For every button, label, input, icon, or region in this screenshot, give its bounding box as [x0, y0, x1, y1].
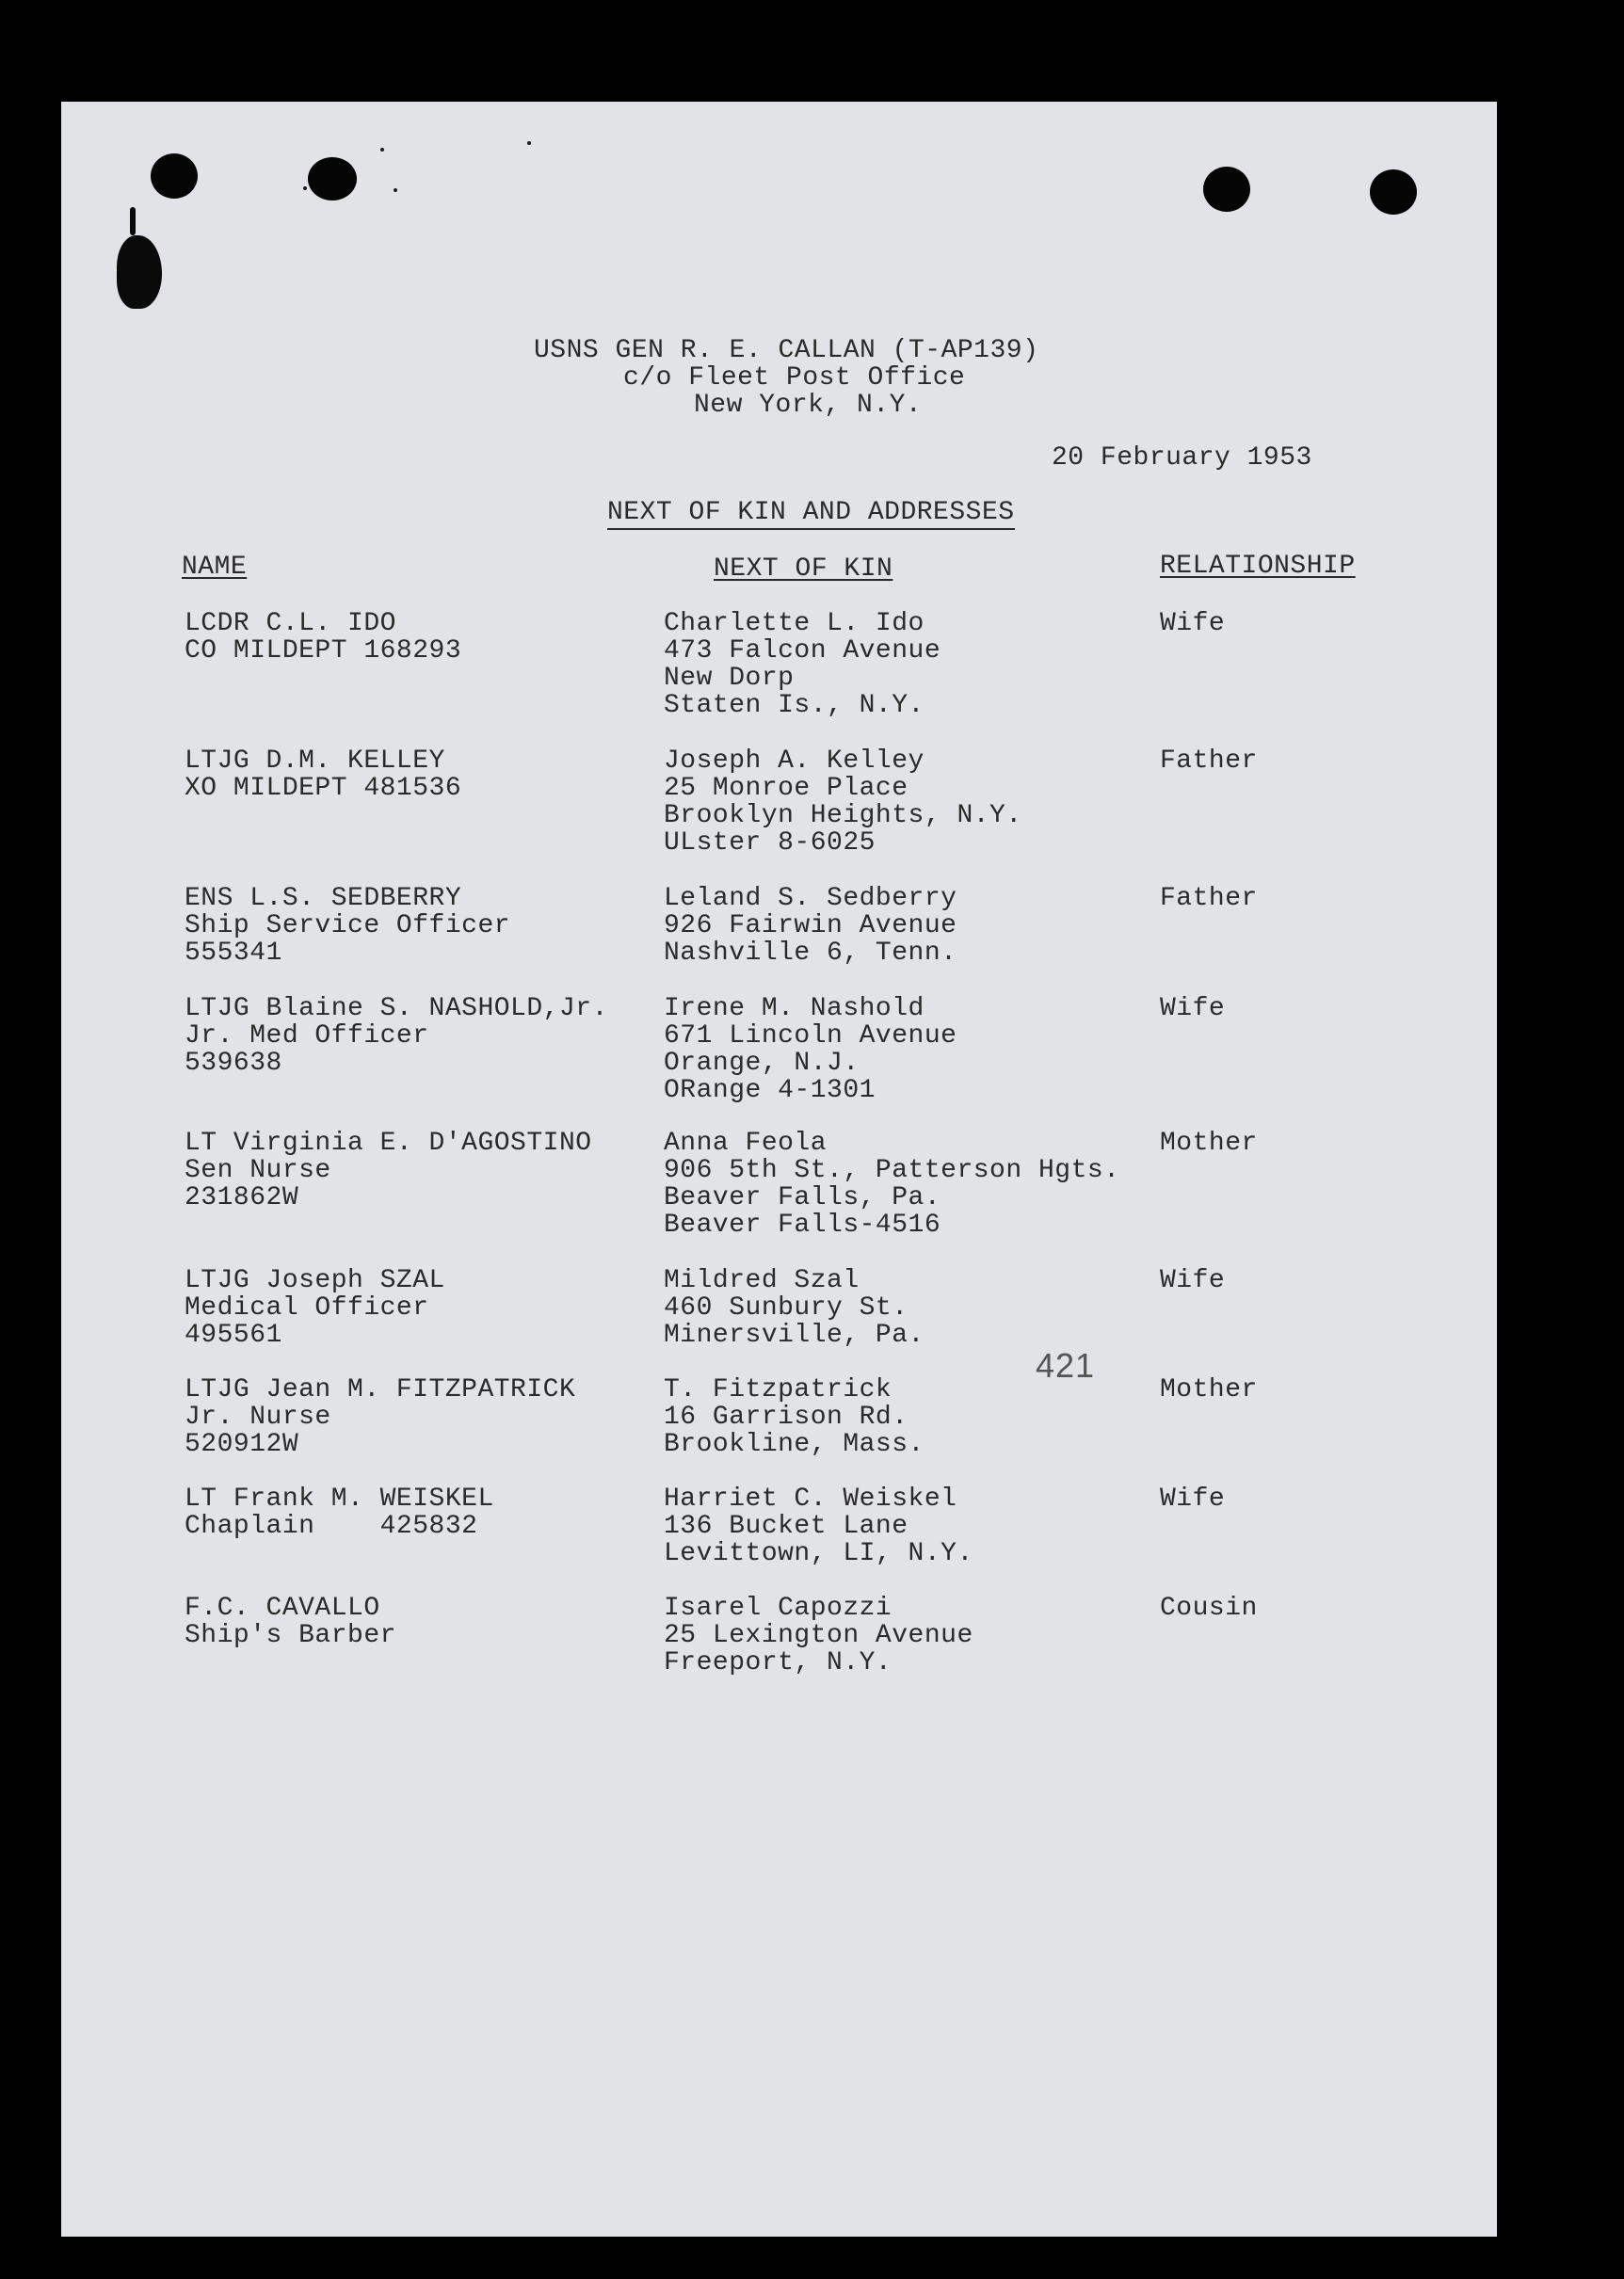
punch-hole-4	[1370, 169, 1417, 215]
city-line: New York, N.Y.	[694, 391, 923, 420]
next-of-kin-address: Nashville 6, Tenn.	[664, 939, 957, 968]
next-of-kin-name: T. Fitzpatrick	[664, 1375, 892, 1404]
crew-member-detail: 555341	[185, 939, 282, 968]
crew-member-detail: 495561	[185, 1321, 282, 1350]
relationship: Father	[1160, 884, 1258, 913]
relationship: Father	[1160, 746, 1258, 776]
crew-member-name: ENS L.S. SEDBERRY	[185, 884, 462, 913]
relationship: Wife	[1160, 994, 1226, 1023]
next-of-kin-address: Freeport, N.Y.	[664, 1648, 892, 1677]
page-stamp: 421	[1036, 1346, 1096, 1385]
crew-member-detail: 231862W	[185, 1183, 299, 1212]
next-of-kin-address: 926 Fairwin Avenue	[664, 911, 957, 940]
crew-member-name: LTJG Blaine S. NASHOLD,Jr.	[185, 994, 608, 1023]
next-of-kin-address: 473 Falcon Avenue	[664, 636, 941, 666]
crew-member-name: LTJG Jean M. FITZPATRICK	[185, 1375, 576, 1404]
crew-member-detail: XO MILDEPT 481536	[185, 774, 462, 803]
crew-member-detail: Ship Service Officer	[185, 911, 511, 940]
next-of-kin-address: ORange 4-1301	[664, 1076, 876, 1105]
next-of-kin-address: Beaver Falls-4516	[664, 1211, 941, 1240]
next-of-kin-address: Beaver Falls, Pa.	[664, 1183, 941, 1212]
next-of-kin-address: 16 Garrison Rd.	[664, 1403, 908, 1432]
crew-member-detail: Ship's Barber	[185, 1621, 396, 1650]
next-of-kin-address: Staten Is., N.Y.	[664, 691, 925, 720]
next-of-kin-address: Brooklyn Heights, N.Y.	[664, 801, 1022, 830]
next-of-kin-name: Leland S. Sedberry	[664, 884, 957, 913]
document-date: 20 February 1953	[1052, 443, 1312, 473]
next-of-kin-address: New Dorp	[664, 664, 795, 693]
next-of-kin-address: ULster 8-6025	[664, 828, 876, 858]
next-of-kin-address: 136 Bucket Lane	[664, 1512, 908, 1541]
next-of-kin-address: 671 Lincoln Avenue	[664, 1021, 957, 1051]
crew-member-name: LTJG Joseph SZAL	[185, 1266, 445, 1295]
next-of-kin-name: Joseph A. Kelley	[664, 746, 925, 776]
next-of-kin-name: Isarel Capozzi	[664, 1594, 892, 1623]
relationship: Wife	[1160, 1485, 1226, 1514]
post-office: c/o Fleet Post Office	[623, 363, 966, 393]
next-of-kin-name: Harriet C. Weiskel	[664, 1485, 957, 1514]
crew-member-name: LCDR C.L. IDO	[185, 609, 396, 638]
ink-blot-drip	[130, 207, 136, 235]
next-of-kin-address: 460 Sunbury St.	[664, 1293, 908, 1323]
crew-member-detail: 520912W	[185, 1430, 299, 1459]
next-of-kin-address: 25 Lexington Avenue	[664, 1621, 973, 1650]
crew-member-name: LT Frank M. WEISKEL	[185, 1485, 494, 1514]
crew-member-name: F.C. CAVALLO	[185, 1594, 380, 1623]
crew-member-detail: CO MILDEPT 168293	[185, 636, 462, 666]
crew-member-detail: Sen Nurse	[185, 1156, 331, 1185]
fleck	[380, 148, 384, 152]
next-of-kin-address: Orange, N.J.	[664, 1049, 860, 1078]
relationship: Wife	[1160, 1266, 1226, 1295]
crew-member-detail: Jr. Med Officer	[185, 1021, 429, 1051]
next-of-kin-address: Brookline, Mass.	[664, 1430, 925, 1459]
crew-member-name: LTJG D.M. KELLEY	[185, 746, 445, 776]
crew-member-detail: Chaplain 425832	[185, 1512, 478, 1541]
crew-member-detail: Jr. Nurse	[185, 1403, 331, 1432]
relationship: Wife	[1160, 609, 1226, 638]
crew-member-name: LT Virginia E. D'AGOSTINO	[185, 1129, 592, 1158]
punch-hole-2	[308, 157, 357, 201]
next-of-kin-address: 25 Monroe Place	[664, 774, 908, 803]
ink-blot	[117, 235, 162, 309]
crew-member-detail: 539638	[185, 1049, 282, 1078]
fleck	[394, 188, 397, 192]
fleck	[303, 186, 307, 190]
crew-member-detail: Medical Officer	[185, 1293, 429, 1323]
punch-hole-1	[151, 153, 198, 199]
next-of-kin-name: Irene M. Nashold	[664, 994, 925, 1023]
relationship: Mother	[1160, 1129, 1258, 1158]
next-of-kin-name: Charlette L. Ido	[664, 609, 925, 638]
relationship: Mother	[1160, 1375, 1258, 1404]
column-header-name: NAME	[182, 553, 248, 582]
fleck	[527, 141, 531, 145]
column-header-next-of-kin: NEXT OF KIN	[714, 554, 893, 584]
column-header-relationship: RELATIONSHIP	[1160, 552, 1356, 581]
next-of-kin-address: Minersville, Pa.	[664, 1321, 925, 1350]
next-of-kin-address: Levittown, LI, N.Y.	[664, 1539, 973, 1568]
ship-name: USNS GEN R. E. CALLAN (T-AP139)	[534, 336, 1039, 365]
punch-hole-3	[1203, 167, 1250, 212]
relationship: Cousin	[1160, 1594, 1258, 1623]
next-of-kin-name: Anna Feola	[664, 1129, 828, 1158]
next-of-kin-name: Mildred Szal	[664, 1266, 860, 1295]
next-of-kin-address: 906 5th St., Patterson Hgts.	[664, 1156, 1120, 1185]
document-title: NEXT OF KIN AND ADDRESSES	[607, 499, 1015, 530]
